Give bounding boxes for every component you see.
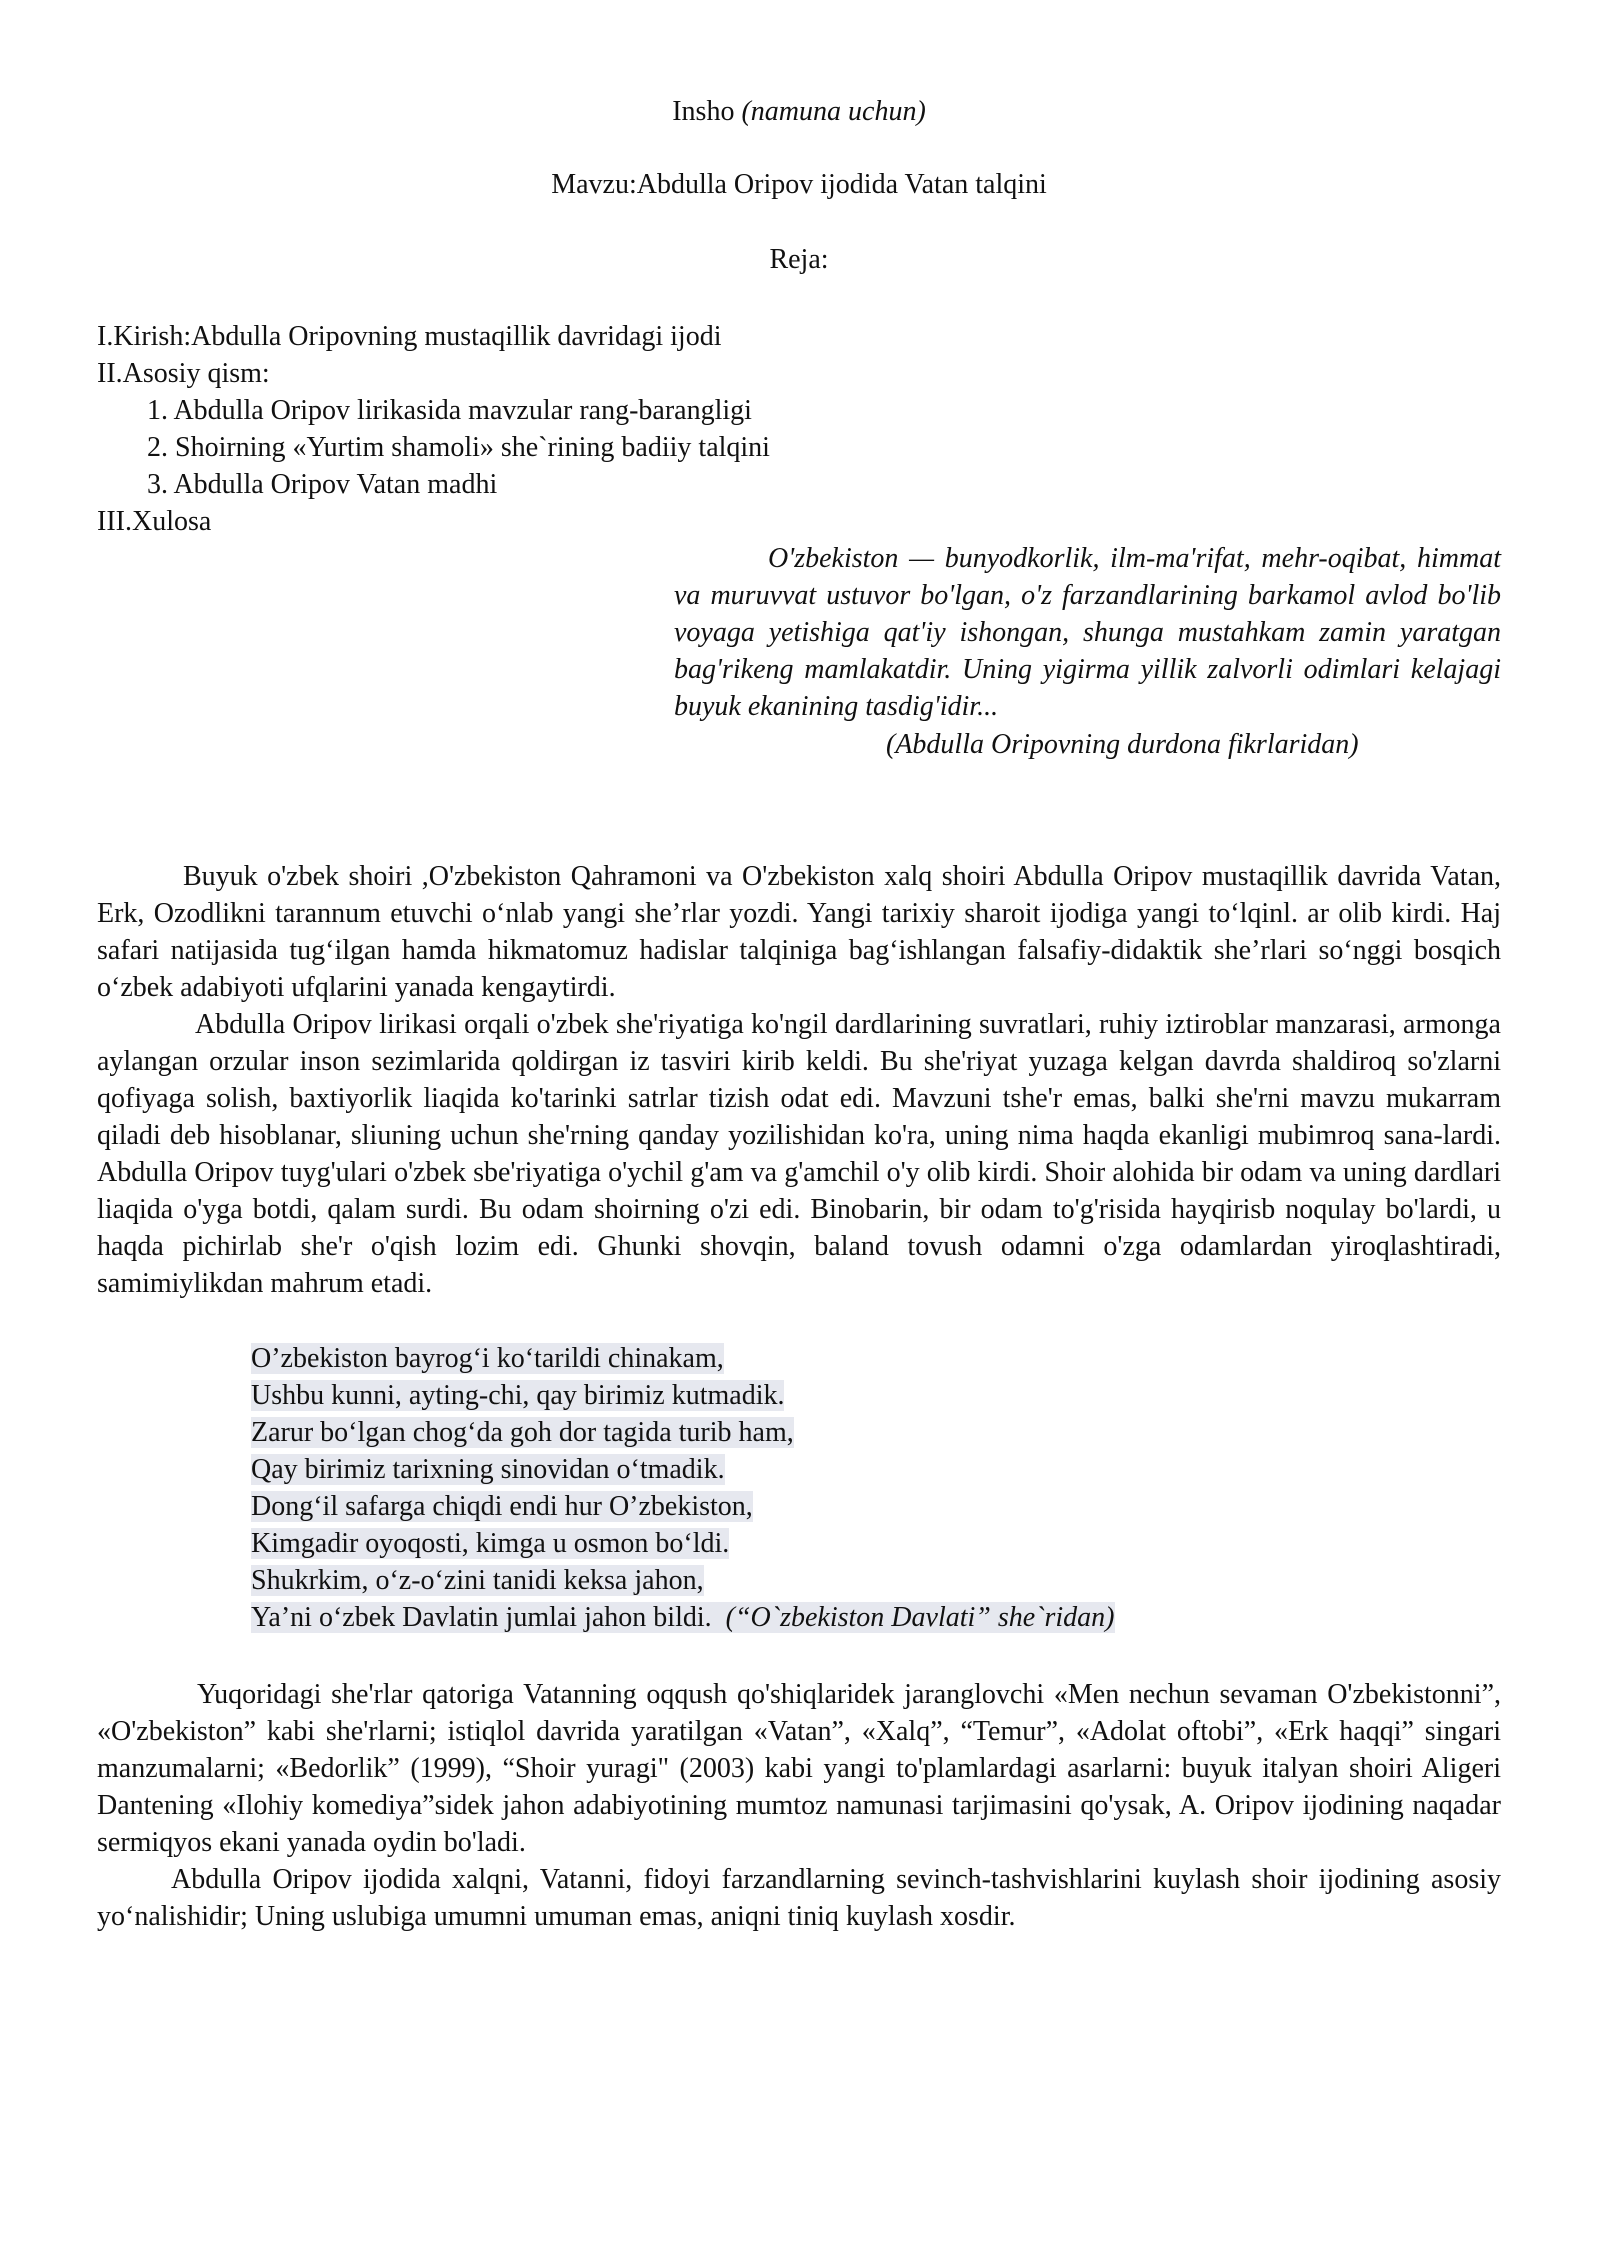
poem-line: Dong‘il safarga chiqdi endi hur O’zbekiston,	[251, 1491, 753, 1522]
plan-subitem-3: 3. Abdulla Oripov Vatan madhi	[147, 469, 498, 500]
poem-line: Ya’ni o‘zbek Davlatin jumlai jahon bildi.	[251, 1602, 712, 1633]
poem-line: Ushbu kunni, ayting-chi, qay birimiz kutmadik.	[251, 1380, 785, 1411]
epigraph	[674, 540, 1501, 763]
plan-item-conclusion: III.Xulosa	[97, 506, 212, 537]
plan-item-intro: I.Kirish:Abdulla Oripovning mustaqillik davridagi ijodi	[97, 321, 722, 352]
essay-title	[97, 92, 1501, 132]
conclusion-paragraph-2: Abdulla Oripov ijodida xalqni, Vatanni, fidoyi farzandlarning sevinch-tashvishlarini kuylash shoir ijodining asosiy yo‘nalishidir; Uning uslubiga umumni umuman emas, aniqni tiniq kuylash xosdir.	[97, 1864, 1501, 1932]
plan-subitem-2: 2. Shoirning «Yurtim shamoli» she`rining badiiy talqini	[147, 432, 770, 463]
plan-subitem-1: 1. Abdulla Oripov lirikasida mavzular rang-barangligi	[147, 395, 752, 426]
poem-line: Shukrkim, o‘z-o‘zini tanidi keksa jahon,	[251, 1565, 704, 1596]
document-page	[97, 92, 1501, 1935]
poem-line: Qay birimiz tarixning sinovidan o‘tmadik.	[251, 1454, 725, 1485]
title-subtitle: (namuna uchun)	[741, 96, 926, 127]
body-paragraph-2: Abdulla Oripov lirikasi orqali o'zbek she'riyatiga ko'ngil dardlarining suvratlari, ruhiy iztiroblar manzarasi, armonga aylangan orzular inson sezimlarida qoldirgan iz tasviri kirib keldi. Bu she'riyat yuzaga kelgan davrda shaldiroq so'zlarni qofiyaga solish, baxtiyorlik liaqida ko'tarinki satrlar tizish odat edi. Mavzuni tshe'r emas, balki she'rni mavzu mukarram qiladi deb hisoblanar, sliuning uchun she'rning qanday yozilishidan ko'ra, uning nima haqda ekanligi mubimroq sana-lardi. Abdulla Oripov tuyg'ulari o'zbek sbe'riyatiga o'ychil g'am va g'amchil o'y olib kirdi. Shoir alohida bir odam va uning dardlari liaqida o'yga botdi, qalam surdi. Bu odam shoirning o'zi edi. Binobarin, bir odam to'g'risida hayqirisb noqulay bo'lardi, u haqda pichirlab she'r o'qish lozim edi. Ghunki shovqin, baland tovush odamni o'zga odamlardan yiroqlashtiradi, samimiylikdan mahrum etadi.	[97, 1009, 1501, 1299]
poem-line: Kimgadir oyoqosti, kimga u osmon bo‘ldi.	[251, 1528, 730, 1559]
plan-list	[97, 318, 1501, 540]
body-paragraph-1: Buyuk o'zbek shoiri ,O'zbekiston Qahramoni va O'zbekiston xalq shoiri Abdulla Oripov mustaqillik davrida Vatan, Erk, Ozodlikni tarannum etuvchi o‘nlab yangi she’rlar yozdi. Yangi tarixiy sharoit ijodiga yangi to‘lqinl. ar olib kirdi. Haj safari natijasida tug‘ilgan hamda hikmatomuz hadislar talqiniga bag‘ishlangan falsafiy-didaktik she’rlari so‘nggi bosqich o‘zbek adabiyoti ufqlarini yanada kengaytirdi.	[97, 861, 1501, 1003]
title-main: Insho	[672, 96, 735, 127]
essay-body	[97, 858, 1501, 1302]
essay-topic: Mavzu:Abdulla Oripov ijodida Vatan talqini	[551, 169, 1047, 200]
plan-heading: Reja:	[769, 244, 829, 275]
poem-quote	[251, 1340, 1501, 1636]
plan-item-main: II.Asosiy qism:	[97, 358, 270, 389]
poem-source: (“O`zbekiston Davlati” she`ridan)	[725, 1602, 1115, 1633]
conclusion-paragraph-1: Yuqoridagi she'rlar qatoriga Vatanning oqqush qo'shiqlaridek jaranglovchi «Men nechun sevaman O'zbekistonni”, «O'zbekiston” kabi she'rlarni; istiqlol davrida yaratilgan «Vatan”, «Xalq”, “Temur”, «Adolat oftobi”, «Erk haqqi” singari manzumalarni; «Bedorlik” (1999), “Shoir yuragi" (2003) kabi yangi to'plamlardagi asarlarni: buyuk italyan shoiri Aligeri Dantening «Ilohiy komediya”sidek jahon adabiyotining mumtoz namunasi tarjimasini qo'ysak, A. Oripov ijodining naqadar sermiqyos ekani yanada oydin bo'ladi.	[97, 1679, 1501, 1858]
epigraph-source: (Abdulla Oripovning durdona fikrlaridan)	[886, 729, 1359, 760]
essay-conclusion	[97, 1676, 1501, 1935]
epigraph-text: O'zbekiston — bunyodkorlik, ilm-ma'rifat, mehr-oqibat, himmat va muruvvat ustuvor bo'lgan, o'z farzandlarining barkamol avlod bo'lib voyaga yetishiga qat'iy ishongan, shunga mustahkam zamin yaratgan bag'rikeng mamlakatdir. Uning yigirma yillik zalvorli odimlari kelajagi buyuk ekanining tasdig'idir...	[674, 543, 1501, 722]
poem-line: O’zbekiston bayrog‘i ko‘tarildi chinakam,	[251, 1343, 724, 1374]
poem-line: Zarur bo‘lgan chog‘da goh dor tagida turib ham,	[251, 1417, 794, 1448]
